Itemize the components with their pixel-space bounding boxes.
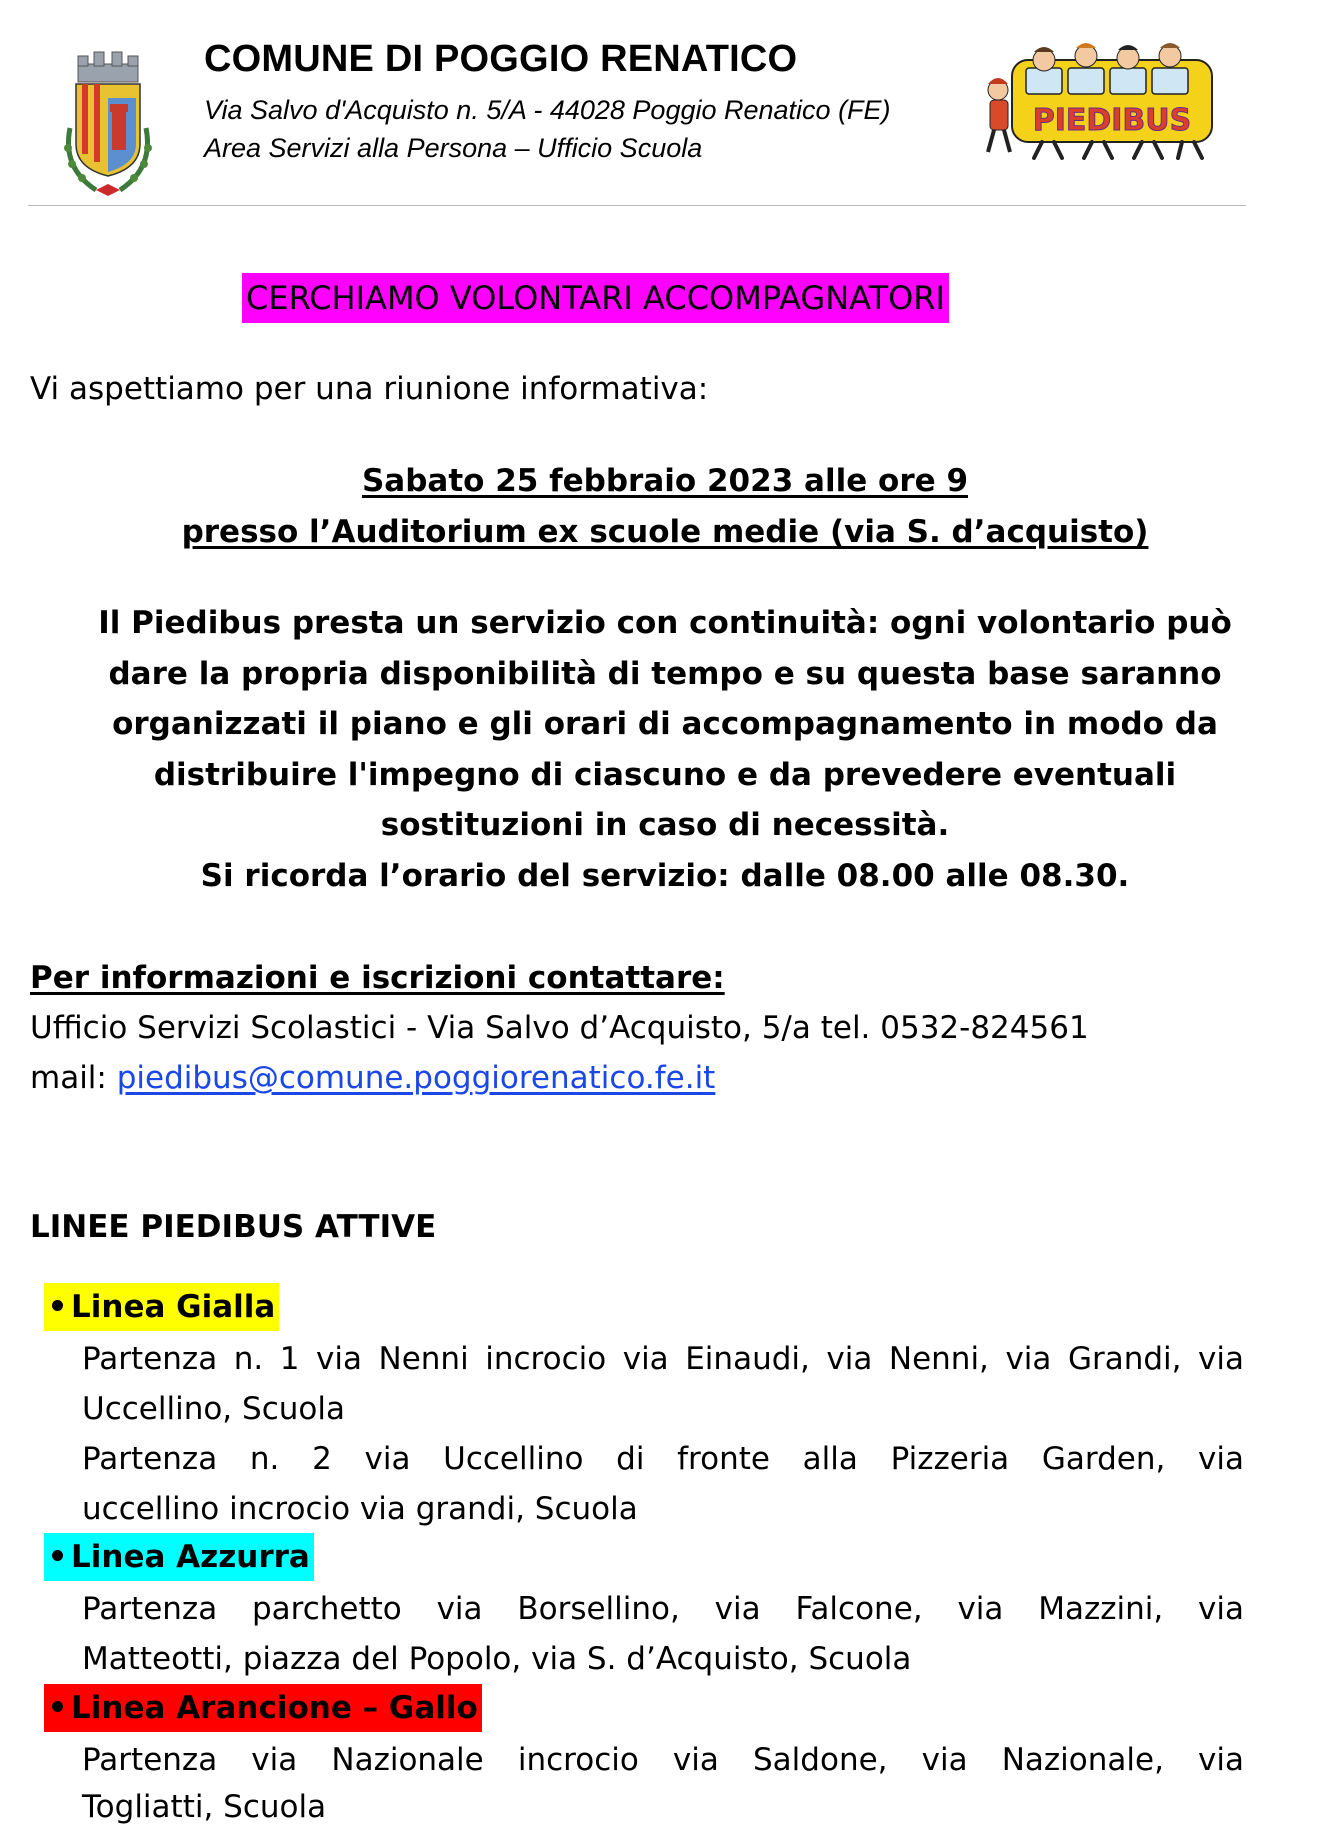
bullet-icon: [52, 1550, 63, 1561]
line-orange-route-cont: Togliatti, Scuola: [82, 1789, 327, 1825]
line-name: Linea Gialla: [71, 1289, 276, 1325]
office-name: Area Servizi alla Persona – Ufficio Scuola: [204, 133, 703, 163]
line-orange-route: Partenza via Nazionale incrocio via Saldone, via Nazionale, via: [82, 1742, 1244, 1778]
bullet-icon: [52, 1701, 63, 1712]
line-yellow-route1-cont: Uccellino, Scuola: [82, 1391, 345, 1427]
line-yellow-route1: Partenza n. 1 via Nenni incrocio via Einaudi, via Nenni, via Grandi, via: [82, 1341, 1244, 1377]
description-line: Si ricorda l’orario del servizio: dalle 08.00 alle 08.30.: [200, 857, 1130, 894]
description-line: distribuire l'impegno di ciascuno e da prevedere eventuali: [153, 756, 1177, 793]
contact-office: Ufficio Servizi Scolastici - Via Salvo d’Acquisto, 5/a tel. 0532-824561: [30, 1010, 1089, 1046]
description-line: organizzati il piano e gli orari di accompagnamento in modo da: [112, 706, 1218, 742]
volunteer-banner: CERCHIAMO VOLONTARI ACCOMPAGNATORI: [242, 273, 949, 323]
bullet-icon: [52, 1300, 63, 1311]
municipality-title: COMUNE DI POGGIO RENATICO: [204, 38, 798, 80]
header-divider: [28, 205, 1246, 206]
service-description: [52, 598, 1278, 901]
municipal-coat-of-arms-icon: [56, 48, 160, 198]
line-yellow-route2-cont: uccellino incrocio via grandi, Scuola: [82, 1491, 638, 1527]
piedibus-bus-logo: [982, 34, 1232, 164]
mail-label: mail:: [30, 1060, 117, 1096]
meeting-date: Sabato 25 febbraio 2023 alle ore 9: [361, 463, 969, 499]
meeting-place: presso l’Auditorium ex scuole medie (via S. d’acquisto): [181, 514, 1149, 550]
line-yellow-route2: Partenza n. 2 via Uccellino di fronte alla Pizzeria Garden, via: [82, 1441, 1244, 1477]
intro-text: Vi aspettiamo per una riunione informativa:: [30, 371, 709, 407]
mail-link[interactable]: piedibus@comune.poggiorenatico.fe.it: [116, 1060, 716, 1096]
description-line: dare la propria disponibilità di tempo e su questa base saranno: [108, 655, 1222, 692]
description-line: Il Piedibus presta un servizio con continuità: ogni volontario può: [98, 605, 1232, 641]
line-orange-label: [44, 1684, 482, 1732]
line-blue-route-cont: Matteotti, piazza del Popolo, via S. d’Acquisto, Scuola: [82, 1641, 912, 1677]
line-yellow-label: [44, 1283, 279, 1331]
line-name: Linea Azzurra: [71, 1539, 310, 1575]
description-line: sostituzioni in caso di necessità.: [380, 807, 950, 843]
line-name: Linea Arancione – Gallo: [71, 1690, 478, 1726]
lines-heading: LINEE PIEDIBUS ATTIVE: [30, 1209, 437, 1245]
line-blue-route: Partenza parchetto via Borsellino, via Falcone, via Mazzini, via: [82, 1591, 1244, 1627]
municipality-address: Via Salvo d'Acquisto n. 5/A - 44028 Poggio Renatico (FE): [204, 95, 891, 125]
contact-heading: Per informazioni e iscrizioni contattare:: [30, 960, 725, 996]
line-blue-label: [44, 1533, 314, 1581]
contact-mail-row: [30, 1058, 715, 1098]
svg-text:PIEDIBUS: PIEDIBUS: [1032, 103, 1192, 138]
